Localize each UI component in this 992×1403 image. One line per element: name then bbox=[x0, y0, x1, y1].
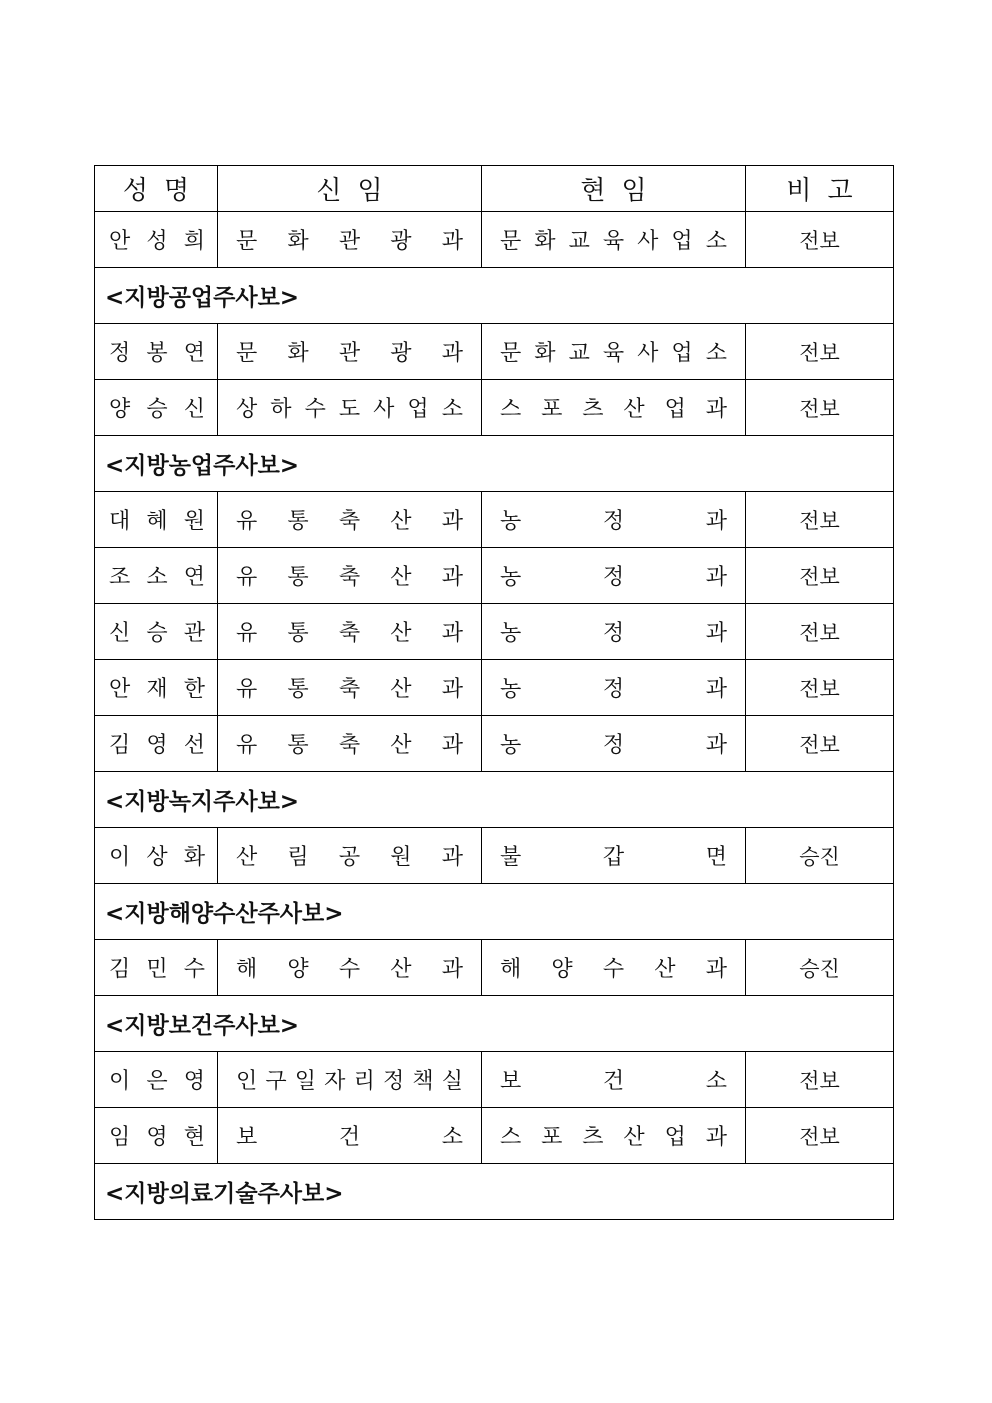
glyph: 스 bbox=[500, 1125, 522, 1150]
section-header-row bbox=[95, 436, 894, 492]
glyph: 축 bbox=[338, 565, 361, 590]
glyph: 양 bbox=[109, 397, 131, 422]
glyph: 과 bbox=[705, 565, 727, 590]
note-cell: 전보 bbox=[746, 212, 894, 268]
table-row bbox=[95, 716, 894, 772]
note-cell: 전보 bbox=[746, 604, 894, 660]
glyph: 해 bbox=[500, 957, 522, 982]
section-title: <지방농업주사보> bbox=[95, 436, 894, 492]
glyph: 농 bbox=[500, 733, 522, 758]
glyph: 과 bbox=[441, 733, 463, 758]
section-header-row bbox=[95, 1164, 894, 1220]
current-post bbox=[482, 392, 745, 423]
glyph: 산 bbox=[390, 957, 412, 982]
person-name-cell bbox=[95, 380, 218, 436]
glyph: 문 bbox=[236, 229, 258, 254]
glyph: 화 bbox=[287, 341, 309, 366]
glyph: 불 bbox=[500, 845, 522, 870]
glyph: 유 bbox=[236, 621, 258, 646]
table-row bbox=[95, 828, 894, 884]
note-cell: 전보 bbox=[746, 492, 894, 548]
glyph: 하 bbox=[270, 397, 292, 422]
header-note-cell bbox=[746, 166, 894, 212]
glyph: 공 bbox=[338, 845, 361, 870]
glyph: 보 bbox=[236, 1125, 258, 1150]
current-post-cell bbox=[482, 604, 746, 660]
glyph: 유 bbox=[236, 677, 258, 702]
glyph: 산 bbox=[623, 1125, 645, 1150]
new-post bbox=[218, 560, 481, 591]
glyph: 츠 bbox=[582, 1125, 604, 1150]
glyph: 림 bbox=[287, 845, 309, 870]
current-post bbox=[482, 840, 745, 871]
new-post bbox=[218, 840, 481, 871]
glyph: 화 bbox=[534, 229, 556, 254]
glyph: 과 bbox=[705, 621, 727, 646]
new-post-cell bbox=[218, 716, 482, 772]
glyph: 건 bbox=[602, 1069, 625, 1094]
glyph: 안 bbox=[109, 229, 131, 254]
glyph: 유 bbox=[236, 733, 258, 758]
glyph: 희 bbox=[183, 229, 205, 254]
glyph: 광 bbox=[390, 229, 412, 254]
glyph: 정 bbox=[602, 733, 625, 758]
current-post bbox=[482, 336, 745, 367]
person-name bbox=[95, 728, 217, 759]
new-post-cell bbox=[218, 828, 482, 884]
person-name bbox=[95, 336, 217, 367]
person-name-cell bbox=[95, 604, 218, 660]
note-cell: 전보 bbox=[746, 380, 894, 436]
glyph: 과 bbox=[441, 957, 463, 982]
glyph: 교 bbox=[568, 229, 590, 254]
glyph: 정 bbox=[602, 621, 625, 646]
current-post-cell bbox=[482, 1052, 746, 1108]
new-post-cell bbox=[218, 660, 482, 716]
glyph: 성 bbox=[146, 229, 168, 254]
glyph: 문 bbox=[500, 341, 522, 366]
current-post bbox=[482, 1120, 745, 1151]
glyph: 수 bbox=[183, 957, 205, 982]
glyph: 건 bbox=[338, 1125, 361, 1150]
glyph: 수 bbox=[304, 397, 326, 422]
glyph: 김 bbox=[109, 957, 131, 982]
header-name: 성명 bbox=[122, 176, 206, 206]
current-post bbox=[482, 952, 745, 983]
person-name-cell bbox=[95, 324, 218, 380]
glyph: 현 bbox=[183, 1125, 205, 1150]
glyph: 육 bbox=[602, 341, 625, 366]
glyph: 문 bbox=[236, 341, 258, 366]
glyph: 과 bbox=[441, 509, 463, 534]
glyph: 산 bbox=[623, 397, 645, 422]
glyph: 상 bbox=[236, 397, 258, 422]
glyph: 산 bbox=[390, 509, 412, 534]
current-post-cell bbox=[482, 1108, 746, 1164]
current-post-cell bbox=[482, 660, 746, 716]
note-cell: 승진 bbox=[746, 828, 894, 884]
new-post-cell bbox=[218, 1108, 482, 1164]
glyph: 신 bbox=[109, 621, 131, 646]
new-post bbox=[218, 504, 481, 535]
glyph: 혜 bbox=[146, 509, 168, 534]
glyph: 승 bbox=[146, 397, 168, 422]
glyph: 소 bbox=[441, 397, 463, 422]
glyph: 통 bbox=[287, 733, 309, 758]
note-cell: 전보 bbox=[746, 716, 894, 772]
new-post-cell bbox=[218, 324, 482, 380]
glyph: 농 bbox=[500, 509, 522, 534]
note-cell: 전보 bbox=[746, 1108, 894, 1164]
glyph: 인 bbox=[236, 1069, 258, 1094]
glyph: 과 bbox=[441, 341, 463, 366]
note-cell: 전보 bbox=[746, 548, 894, 604]
glyph: 안 bbox=[109, 677, 131, 702]
glyph: 리 bbox=[353, 1069, 375, 1094]
glyph: 업 bbox=[671, 341, 693, 366]
glyph: 김 bbox=[109, 733, 131, 758]
table-row bbox=[95, 212, 894, 268]
personnel-table-body bbox=[95, 166, 894, 1220]
glyph: 수 bbox=[338, 957, 361, 982]
glyph: 조 bbox=[109, 565, 131, 590]
personnel-table bbox=[94, 165, 894, 1220]
person-name bbox=[95, 672, 217, 703]
table-row bbox=[95, 940, 894, 996]
glyph: 업 bbox=[407, 397, 429, 422]
glyph: 일 bbox=[294, 1069, 317, 1094]
current-post-cell bbox=[482, 324, 746, 380]
glyph: 해 bbox=[236, 957, 258, 982]
current-post-cell bbox=[482, 548, 746, 604]
glyph: 업 bbox=[671, 229, 693, 254]
table-row bbox=[95, 380, 894, 436]
new-post bbox=[218, 1064, 481, 1095]
person-name bbox=[95, 392, 217, 423]
glyph: 양 bbox=[551, 957, 573, 982]
current-post bbox=[482, 504, 745, 535]
current-post bbox=[482, 1064, 745, 1095]
table-row bbox=[95, 660, 894, 716]
glyph: 신 bbox=[183, 397, 205, 422]
section-header-row bbox=[95, 772, 894, 828]
header-current-post: 현임 bbox=[580, 176, 663, 206]
header-row bbox=[95, 166, 894, 212]
glyph: 과 bbox=[705, 677, 727, 702]
header-current-post-cell bbox=[482, 166, 746, 212]
current-post bbox=[482, 616, 745, 647]
glyph: 통 bbox=[287, 565, 309, 590]
glyph: 구 bbox=[265, 1069, 287, 1094]
person-name bbox=[95, 616, 217, 647]
table-row bbox=[95, 324, 894, 380]
glyph: 축 bbox=[338, 677, 361, 702]
header-name-cell bbox=[95, 166, 218, 212]
glyph: 관 bbox=[338, 341, 361, 366]
glyph: 축 bbox=[338, 621, 361, 646]
glyph: 소 bbox=[441, 1125, 463, 1150]
new-post-cell bbox=[218, 380, 482, 436]
glyph: 소 bbox=[146, 565, 168, 590]
glyph: 도 bbox=[338, 397, 361, 422]
glyph: 봉 bbox=[146, 341, 168, 366]
glyph: 산 bbox=[236, 845, 258, 870]
glyph: 원 bbox=[183, 509, 205, 534]
section-title: <지방의료기술주사보> bbox=[95, 1164, 894, 1220]
new-post-cell bbox=[218, 940, 482, 996]
current-post-cell bbox=[482, 492, 746, 548]
current-post bbox=[482, 672, 745, 703]
glyph: 산 bbox=[390, 565, 412, 590]
current-post-cell bbox=[482, 940, 746, 996]
glyph: 자 bbox=[324, 1069, 346, 1094]
table-row bbox=[95, 1108, 894, 1164]
glyph: 포 bbox=[541, 1125, 563, 1150]
glyph: 사 bbox=[637, 229, 659, 254]
person-name-cell bbox=[95, 548, 218, 604]
glyph: 통 bbox=[287, 677, 309, 702]
new-post bbox=[218, 1120, 481, 1151]
glyph: 상 bbox=[146, 845, 168, 870]
glyph: 선 bbox=[183, 733, 205, 758]
note-cell: 전보 bbox=[746, 324, 894, 380]
glyph: 과 bbox=[705, 397, 727, 422]
glyph: 산 bbox=[390, 621, 412, 646]
glyph: 정 bbox=[109, 341, 131, 366]
glyph: 영 bbox=[146, 1125, 168, 1150]
table-row bbox=[95, 604, 894, 660]
glyph: 육 bbox=[602, 229, 625, 254]
glyph: 소 bbox=[705, 1069, 727, 1094]
glyph: 영 bbox=[146, 733, 168, 758]
glyph: 책 bbox=[412, 1069, 434, 1094]
glyph: 문 bbox=[500, 229, 522, 254]
glyph: 정 bbox=[382, 1069, 405, 1094]
person-name-cell bbox=[95, 1052, 218, 1108]
person-name-cell bbox=[95, 492, 218, 548]
glyph: 통 bbox=[287, 509, 309, 534]
glyph: 과 bbox=[441, 677, 463, 702]
header-new-post-cell bbox=[218, 166, 482, 212]
glyph: 원 bbox=[390, 845, 412, 870]
glyph: 사 bbox=[637, 341, 659, 366]
glyph: 갑 bbox=[602, 845, 625, 870]
person-name-cell bbox=[95, 940, 218, 996]
section-header-row bbox=[95, 996, 894, 1052]
glyph: 축 bbox=[338, 733, 361, 758]
current-post bbox=[482, 224, 745, 255]
glyph: 산 bbox=[654, 957, 676, 982]
glyph: 영 bbox=[183, 1069, 205, 1094]
glyph: 산 bbox=[390, 733, 412, 758]
section-title: <지방녹지주사보> bbox=[95, 772, 894, 828]
glyph: 임 bbox=[109, 1125, 131, 1150]
glyph: 츠 bbox=[582, 397, 604, 422]
glyph: 면 bbox=[705, 845, 727, 870]
person-name-cell bbox=[95, 828, 218, 884]
person-name bbox=[95, 952, 217, 983]
glyph: 과 bbox=[705, 957, 727, 982]
person-name-cell bbox=[95, 660, 218, 716]
glyph: 교 bbox=[568, 341, 590, 366]
glyph: 과 bbox=[705, 733, 727, 758]
glyph: 한 bbox=[183, 677, 205, 702]
glyph: 과 bbox=[441, 229, 463, 254]
person-name bbox=[95, 1064, 217, 1095]
new-post-cell bbox=[218, 492, 482, 548]
person-name-cell bbox=[95, 716, 218, 772]
glyph: 정 bbox=[602, 677, 625, 702]
glyph: 소 bbox=[705, 341, 727, 366]
new-post bbox=[218, 952, 481, 983]
section-title: <지방해양수산주사보> bbox=[95, 884, 894, 940]
section-title: <지방공업주사보> bbox=[95, 268, 894, 324]
glyph: 양 bbox=[287, 957, 309, 982]
section-header-row bbox=[95, 884, 894, 940]
glyph: 산 bbox=[390, 677, 412, 702]
glyph: 유 bbox=[236, 565, 258, 590]
glyph: 광 bbox=[390, 341, 412, 366]
glyph: 승 bbox=[146, 621, 168, 646]
new-post-cell bbox=[218, 212, 482, 268]
current-post-cell bbox=[482, 716, 746, 772]
glyph: 화 bbox=[287, 229, 309, 254]
glyph: 소 bbox=[705, 229, 727, 254]
note-cell: 전보 bbox=[746, 660, 894, 716]
header-note: 비고 bbox=[786, 176, 869, 206]
table-row bbox=[95, 492, 894, 548]
glyph: 화 bbox=[534, 341, 556, 366]
header-new-post: 신임 bbox=[316, 176, 399, 206]
new-post bbox=[218, 392, 481, 423]
glyph: 보 bbox=[500, 1069, 522, 1094]
glyph: 농 bbox=[500, 565, 522, 590]
glyph: 이 bbox=[109, 1069, 131, 1094]
glyph: 관 bbox=[338, 229, 361, 254]
person-name-cell bbox=[95, 212, 218, 268]
person-name bbox=[95, 840, 217, 871]
glyph: 화 bbox=[183, 845, 205, 870]
glyph: 연 bbox=[183, 341, 205, 366]
glyph: 업 bbox=[664, 397, 686, 422]
table-row bbox=[95, 548, 894, 604]
current-post bbox=[482, 560, 745, 591]
glyph: 과 bbox=[441, 621, 463, 646]
glyph: 실 bbox=[441, 1069, 463, 1094]
person-name bbox=[95, 560, 217, 591]
new-post-cell bbox=[218, 548, 482, 604]
current-post-cell bbox=[482, 380, 746, 436]
table-row bbox=[95, 1052, 894, 1108]
glyph: 농 bbox=[500, 677, 522, 702]
current-post bbox=[482, 728, 745, 759]
glyph: 연 bbox=[183, 565, 205, 590]
glyph: 농 bbox=[500, 621, 522, 646]
glyph: 스 bbox=[500, 397, 522, 422]
current-post-cell bbox=[482, 212, 746, 268]
glyph: 정 bbox=[602, 509, 625, 534]
new-post-cell bbox=[218, 1052, 482, 1108]
glyph: 수 bbox=[602, 957, 625, 982]
new-post bbox=[218, 728, 481, 759]
glyph: 통 bbox=[287, 621, 309, 646]
glyph: 은 bbox=[146, 1069, 168, 1094]
glyph: 과 bbox=[441, 565, 463, 590]
note-cell: 전보 bbox=[746, 1052, 894, 1108]
glyph: 민 bbox=[146, 957, 168, 982]
new-post bbox=[218, 336, 481, 367]
glyph: 사 bbox=[373, 397, 395, 422]
glyph: 포 bbox=[541, 397, 563, 422]
person-name bbox=[95, 224, 217, 255]
glyph: 축 bbox=[338, 509, 361, 534]
glyph: 과 bbox=[441, 845, 463, 870]
glyph: 재 bbox=[146, 677, 168, 702]
glyph: 대 bbox=[109, 509, 131, 534]
glyph: 과 bbox=[705, 509, 727, 534]
glyph: 정 bbox=[602, 565, 625, 590]
person-name bbox=[95, 504, 217, 535]
new-post bbox=[218, 616, 481, 647]
glyph: 업 bbox=[664, 1125, 686, 1150]
person-name bbox=[95, 1120, 217, 1151]
section-header-row bbox=[95, 268, 894, 324]
glyph: 유 bbox=[236, 509, 258, 534]
new-post bbox=[218, 224, 481, 255]
glyph: 과 bbox=[705, 1125, 727, 1150]
new-post-cell bbox=[218, 604, 482, 660]
glyph: 이 bbox=[109, 845, 131, 870]
current-post-cell bbox=[482, 828, 746, 884]
person-name-cell bbox=[95, 1108, 218, 1164]
section-title: <지방보건주사보> bbox=[95, 996, 894, 1052]
glyph: 관 bbox=[183, 621, 205, 646]
note-cell: 승진 bbox=[746, 940, 894, 996]
new-post bbox=[218, 672, 481, 703]
